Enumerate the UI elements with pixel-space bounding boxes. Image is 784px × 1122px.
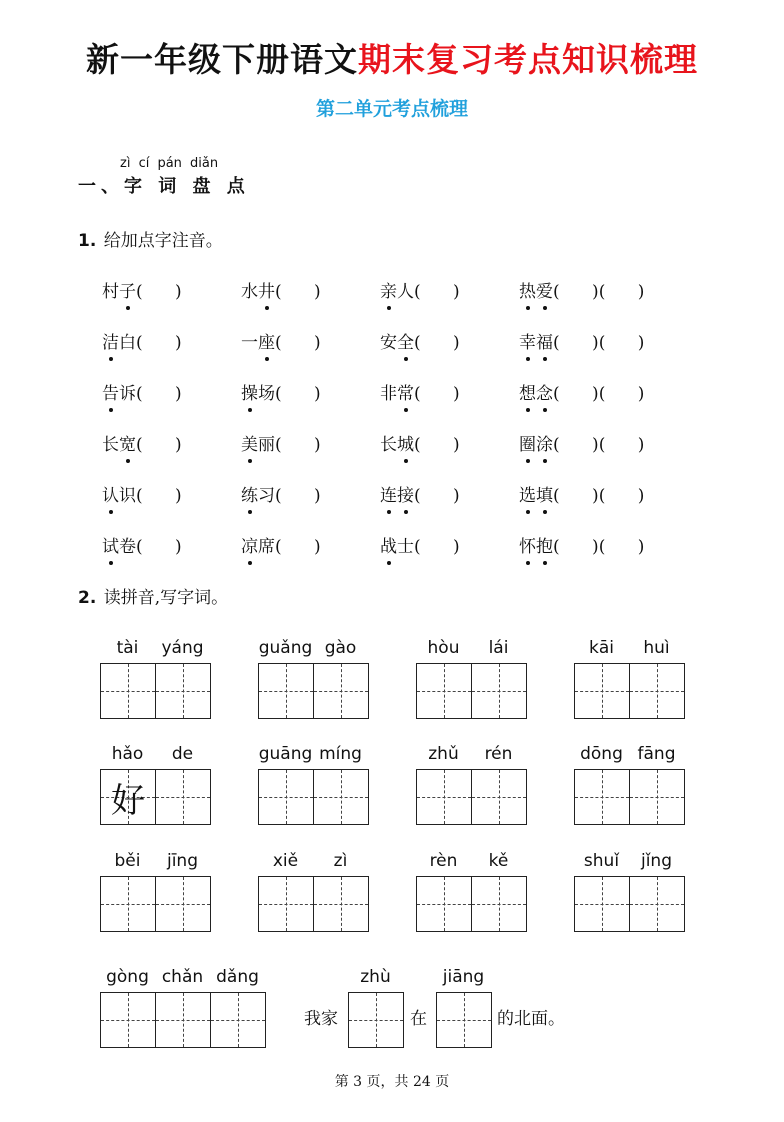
title-red: 期末复习考点知识梳理 bbox=[358, 40, 698, 79]
writing-group bbox=[258, 638, 369, 720]
pinyin-syllable: rén bbox=[484, 744, 513, 764]
word bbox=[241, 333, 275, 353]
word-item bbox=[241, 328, 321, 353]
word-item bbox=[102, 277, 182, 302]
question-1-heading bbox=[78, 226, 223, 251]
word bbox=[102, 435, 136, 455]
writing-box[interactable] bbox=[472, 877, 526, 931]
writing-box[interactable] bbox=[259, 877, 314, 931]
word-item bbox=[102, 532, 182, 557]
answer-blank[interactable]: ( ) bbox=[136, 333, 182, 353]
word-char: 白 bbox=[119, 333, 136, 353]
answer-blank[interactable]: ( ) bbox=[136, 384, 182, 404]
writing-group bbox=[574, 744, 685, 826]
writing-group bbox=[258, 744, 369, 826]
writing-grid bbox=[100, 992, 266, 1048]
writing-box[interactable] bbox=[575, 877, 630, 931]
word bbox=[102, 282, 136, 302]
answer-blank[interactable]: ( ) bbox=[414, 435, 460, 455]
word bbox=[380, 282, 414, 302]
word bbox=[519, 384, 553, 404]
word-item bbox=[241, 532, 321, 557]
writing-group bbox=[436, 967, 492, 1049]
answer-blank[interactable]: ( ) bbox=[598, 537, 645, 557]
dotted-char: 认 bbox=[102, 481, 119, 506]
pinyin-syllable: hòu bbox=[427, 638, 460, 658]
pinyin-syllable: jiāng bbox=[442, 967, 485, 987]
written-char: 好 bbox=[111, 780, 145, 821]
pinyin-line bbox=[100, 851, 211, 873]
word bbox=[519, 486, 553, 506]
pinyin-line bbox=[436, 967, 492, 989]
dotted-char: 怀 bbox=[519, 532, 536, 557]
writing-grid bbox=[100, 663, 211, 719]
writing-box[interactable] bbox=[630, 877, 684, 931]
answer-blank[interactable]: ( ) bbox=[275, 435, 321, 455]
word bbox=[380, 333, 414, 353]
sentence-text: 在 bbox=[410, 1009, 427, 1029]
word-item bbox=[380, 277, 460, 302]
answer-blank[interactable]: ( ) bbox=[598, 435, 645, 455]
dotted-char: 连 bbox=[380, 481, 397, 506]
pinyin-syllable: guǎng bbox=[258, 638, 313, 658]
writing-group bbox=[100, 638, 211, 720]
dotted-char: 想 bbox=[519, 379, 536, 404]
answer-blank[interactable]: ( ) bbox=[136, 537, 182, 557]
dotted-char: 凉 bbox=[241, 532, 258, 557]
sentence-text: 我家 bbox=[304, 1009, 338, 1029]
answer-blank[interactable]: ( ) bbox=[414, 537, 460, 557]
dotted-char: 热 bbox=[519, 277, 536, 302]
pinyin-line bbox=[100, 638, 211, 660]
word-item bbox=[102, 379, 182, 404]
word-item bbox=[241, 430, 321, 455]
pinyin-line bbox=[348, 967, 404, 989]
writing-box[interactable] bbox=[101, 664, 156, 718]
pinyin-syllable: tài bbox=[116, 638, 139, 658]
dotted-char: 常 bbox=[397, 379, 414, 404]
answer-blank[interactable]: ( ) bbox=[553, 537, 599, 557]
pinyin-syllable: kě bbox=[488, 851, 509, 871]
word-item bbox=[380, 481, 460, 506]
pinyin-line bbox=[416, 744, 527, 766]
writing-box[interactable] bbox=[417, 770, 472, 824]
pinyin-syllable: gòng bbox=[106, 967, 149, 987]
dotted-char: 井 bbox=[258, 277, 275, 302]
pinyin-syllable: zhù bbox=[360, 967, 391, 987]
pinyin-syllable: xiě bbox=[272, 851, 299, 871]
writing-group bbox=[416, 851, 527, 933]
pinyin-line bbox=[574, 744, 685, 766]
pinyin-line bbox=[574, 638, 685, 660]
writing-group bbox=[100, 967, 266, 1049]
word-item bbox=[380, 328, 460, 353]
page-footer: 第 3 页，共 24 页 bbox=[334, 1074, 450, 1090]
writing-box[interactable] bbox=[314, 664, 368, 718]
pinyin-syllable: chǎn bbox=[161, 967, 204, 987]
answer-blank[interactable]: ( ) bbox=[414, 486, 460, 506]
word bbox=[519, 282, 553, 302]
writing-box[interactable] bbox=[101, 770, 156, 824]
writing-box[interactable] bbox=[472, 770, 526, 824]
question-2-heading bbox=[78, 583, 228, 608]
dotted-char: 战 bbox=[380, 532, 397, 557]
pinyin-syllable: rèn bbox=[429, 851, 458, 871]
dotted-char: 涂 bbox=[536, 430, 553, 455]
pinyin-syllable: zhǔ bbox=[428, 744, 459, 764]
word bbox=[102, 486, 136, 506]
word-char: 诉 bbox=[119, 384, 136, 404]
pinyin-line bbox=[258, 744, 369, 766]
pinyin-line bbox=[258, 851, 369, 873]
writing-box[interactable] bbox=[349, 993, 403, 1047]
dotted-char: 子 bbox=[119, 277, 136, 302]
answer-blank[interactable]: ( ) bbox=[598, 333, 645, 353]
word-char: 卷 bbox=[119, 537, 136, 557]
answer-blank[interactable]: ( ) bbox=[553, 435, 599, 455]
writing-grid bbox=[436, 992, 492, 1048]
word bbox=[380, 486, 414, 506]
writing-group bbox=[574, 638, 685, 720]
writing-box[interactable] bbox=[575, 664, 630, 718]
writing-group bbox=[258, 851, 369, 933]
dotted-char: 接 bbox=[397, 481, 414, 506]
pinyin-syllable: jǐng bbox=[640, 851, 672, 871]
answer-blank[interactable]: ( ) bbox=[598, 486, 645, 506]
dotted-char: 试 bbox=[102, 532, 119, 557]
answer-blank[interactable]: ( ) bbox=[414, 282, 460, 302]
writing-box[interactable] bbox=[437, 993, 491, 1047]
answer-blank[interactable]: ( ) bbox=[275, 486, 321, 506]
pinyin-line bbox=[574, 851, 685, 873]
writing-box[interactable] bbox=[314, 770, 368, 824]
dotted-char: 告 bbox=[102, 379, 119, 404]
word-char: 一 bbox=[241, 333, 258, 353]
writing-grid bbox=[348, 992, 404, 1048]
writing-grid bbox=[574, 663, 685, 719]
word-item bbox=[380, 379, 460, 404]
page-title bbox=[0, 34, 784, 81]
section-heading: 一、字 词 盘 点 bbox=[78, 176, 250, 197]
answer-blank[interactable]: ( ) bbox=[598, 282, 645, 302]
dotted-char: 念 bbox=[536, 379, 553, 404]
word-item bbox=[241, 379, 321, 404]
dotted-char: 填 bbox=[536, 481, 553, 506]
dotted-char: 爱 bbox=[536, 277, 553, 302]
writing-box[interactable] bbox=[417, 877, 472, 931]
word-item bbox=[519, 532, 644, 557]
pinyin-syllable: míng bbox=[319, 744, 362, 764]
dotted-char: 全 bbox=[397, 328, 414, 353]
word-item bbox=[519, 277, 644, 302]
writing-grid bbox=[574, 876, 685, 932]
writing-box[interactable] bbox=[630, 664, 684, 718]
answer-blank[interactable]: ( ) bbox=[414, 333, 460, 353]
title-black: 新一年级下册语文 bbox=[86, 40, 358, 79]
word-char: 长 bbox=[102, 435, 119, 455]
pinyin-syllable: fāng bbox=[637, 744, 676, 764]
word-item bbox=[380, 430, 460, 455]
dotted-char: 练 bbox=[241, 481, 258, 506]
word bbox=[241, 435, 275, 455]
word bbox=[241, 486, 275, 506]
word-char: 安 bbox=[380, 333, 397, 353]
pinyin-syllable: jīng bbox=[166, 851, 198, 871]
word bbox=[102, 384, 136, 404]
page-subtitle: 第二单元考点梳理 bbox=[315, 98, 468, 120]
writing-box[interactable] bbox=[101, 993, 156, 1047]
writing-grid bbox=[100, 876, 211, 932]
word-item bbox=[241, 481, 321, 506]
dotted-char: 幸 bbox=[519, 328, 536, 353]
dotted-char: 城 bbox=[397, 430, 414, 455]
word bbox=[241, 282, 275, 302]
word-char: 丽 bbox=[258, 435, 275, 455]
word-char: 识 bbox=[119, 486, 136, 506]
pinyin-syllable: kāi bbox=[589, 638, 614, 658]
writing-box[interactable] bbox=[156, 877, 210, 931]
answer-blank[interactable]: ( ) bbox=[136, 435, 182, 455]
pinyin-syllable: guāng bbox=[258, 744, 313, 764]
writing-box[interactable] bbox=[472, 664, 526, 718]
pinyin-line bbox=[100, 744, 211, 766]
writing-box[interactable] bbox=[156, 664, 210, 718]
writing-grid bbox=[416, 876, 527, 932]
writing-box[interactable] bbox=[417, 664, 472, 718]
pinyin-syllable: zì bbox=[333, 851, 348, 871]
pinyin-syllable: huì bbox=[643, 638, 670, 658]
pinyin-line bbox=[416, 851, 527, 873]
writing-group bbox=[416, 638, 527, 720]
answer-blank[interactable]: ( ) bbox=[414, 384, 460, 404]
section-pinyin: zì cí pán diǎn bbox=[120, 156, 219, 171]
dotted-char: 抱 bbox=[536, 532, 553, 557]
writing-box[interactable] bbox=[259, 770, 314, 824]
word-item bbox=[380, 532, 460, 557]
word-item bbox=[102, 328, 182, 353]
writing-box[interactable] bbox=[211, 993, 265, 1047]
question-1-text: 给加点字注音。 bbox=[103, 231, 223, 251]
writing-grid bbox=[258, 663, 369, 719]
pinyin-syllable: lái bbox=[488, 638, 509, 658]
question-2-number: 2. bbox=[78, 588, 97, 608]
writing-grid bbox=[258, 769, 369, 825]
word-item bbox=[519, 379, 644, 404]
writing-group bbox=[348, 967, 404, 1049]
word-item bbox=[102, 481, 182, 506]
sentence-text: 的北面。 bbox=[497, 1009, 565, 1029]
writing-grid bbox=[416, 663, 527, 719]
word bbox=[519, 333, 553, 353]
writing-group bbox=[416, 744, 527, 826]
pinyin-line bbox=[100, 967, 266, 989]
writing-group bbox=[100, 851, 211, 933]
word bbox=[380, 537, 414, 557]
word bbox=[380, 435, 414, 455]
answer-blank[interactable]: ( ) bbox=[553, 384, 599, 404]
answer-blank[interactable]: ( ) bbox=[553, 333, 599, 353]
dotted-char: 福 bbox=[536, 328, 553, 353]
pinyin-syllable: yáng bbox=[161, 638, 204, 658]
pinyin-syllable: shuǐ bbox=[583, 851, 620, 871]
word bbox=[519, 537, 553, 557]
writing-grid bbox=[574, 769, 685, 825]
word bbox=[102, 333, 136, 353]
pinyin-line bbox=[416, 638, 527, 660]
word bbox=[241, 537, 275, 557]
word-item bbox=[519, 430, 644, 455]
answer-blank[interactable]: ( ) bbox=[275, 384, 321, 404]
word bbox=[519, 435, 553, 455]
word-char: 水 bbox=[241, 282, 258, 302]
pinyin-syllable: dǎng bbox=[216, 967, 259, 987]
word-item bbox=[519, 328, 644, 353]
dotted-char: 洁 bbox=[102, 328, 119, 353]
word-char: 场 bbox=[258, 384, 275, 404]
writing-grid bbox=[100, 769, 211, 825]
word-char: 非 bbox=[380, 384, 397, 404]
answer-blank[interactable]: ( ) bbox=[275, 282, 321, 302]
writing-box[interactable] bbox=[101, 877, 156, 931]
dotted-char: 座 bbox=[258, 328, 275, 353]
writing-grid bbox=[258, 876, 369, 932]
writing-grid bbox=[416, 769, 527, 825]
writing-box[interactable] bbox=[259, 664, 314, 718]
word bbox=[241, 384, 275, 404]
writing-group bbox=[574, 851, 685, 933]
answer-blank[interactable]: ( ) bbox=[553, 486, 599, 506]
word-char: 村 bbox=[102, 282, 119, 302]
pinyin-syllable: hǎo bbox=[111, 744, 144, 764]
dotted-char: 亲 bbox=[380, 277, 397, 302]
word bbox=[380, 384, 414, 404]
pinyin-syllable: dōng bbox=[580, 744, 623, 764]
question-2-text: 读拼音,写字词。 bbox=[103, 588, 229, 608]
answer-blank[interactable]: ( ) bbox=[275, 537, 321, 557]
answer-blank[interactable]: ( ) bbox=[598, 384, 645, 404]
answer-blank[interactable]: ( ) bbox=[136, 486, 182, 506]
writing-group bbox=[100, 744, 211, 826]
word-char: 习 bbox=[258, 486, 275, 506]
writing-box[interactable] bbox=[156, 770, 210, 824]
dotted-char: 选 bbox=[519, 481, 536, 506]
word bbox=[102, 537, 136, 557]
question-1-number: 1. bbox=[78, 231, 97, 251]
pinyin-syllable: běi bbox=[114, 851, 141, 871]
word-char: 士 bbox=[397, 537, 414, 557]
pinyin-syllable: gào bbox=[324, 638, 357, 658]
answer-blank[interactable]: ( ) bbox=[136, 282, 182, 302]
dotted-char: 宽 bbox=[119, 430, 136, 455]
writing-box[interactable] bbox=[575, 770, 630, 824]
dotted-char: 圈 bbox=[519, 430, 536, 455]
word-char: 长 bbox=[380, 435, 397, 455]
writing-box[interactable] bbox=[314, 877, 368, 931]
answer-blank[interactable]: ( ) bbox=[553, 282, 599, 302]
word-char: 席 bbox=[258, 537, 275, 557]
word-item bbox=[241, 277, 321, 302]
writing-box[interactable] bbox=[630, 770, 684, 824]
word-item bbox=[102, 430, 182, 455]
dotted-char: 操 bbox=[241, 379, 258, 404]
word-item bbox=[519, 481, 644, 506]
pinyin-syllable: de bbox=[171, 744, 194, 764]
answer-blank[interactable]: ( ) bbox=[275, 333, 321, 353]
word-char: 人 bbox=[397, 282, 414, 302]
dotted-char: 美 bbox=[241, 430, 258, 455]
writing-box[interactable] bbox=[156, 993, 211, 1047]
pinyin-line bbox=[258, 638, 369, 660]
